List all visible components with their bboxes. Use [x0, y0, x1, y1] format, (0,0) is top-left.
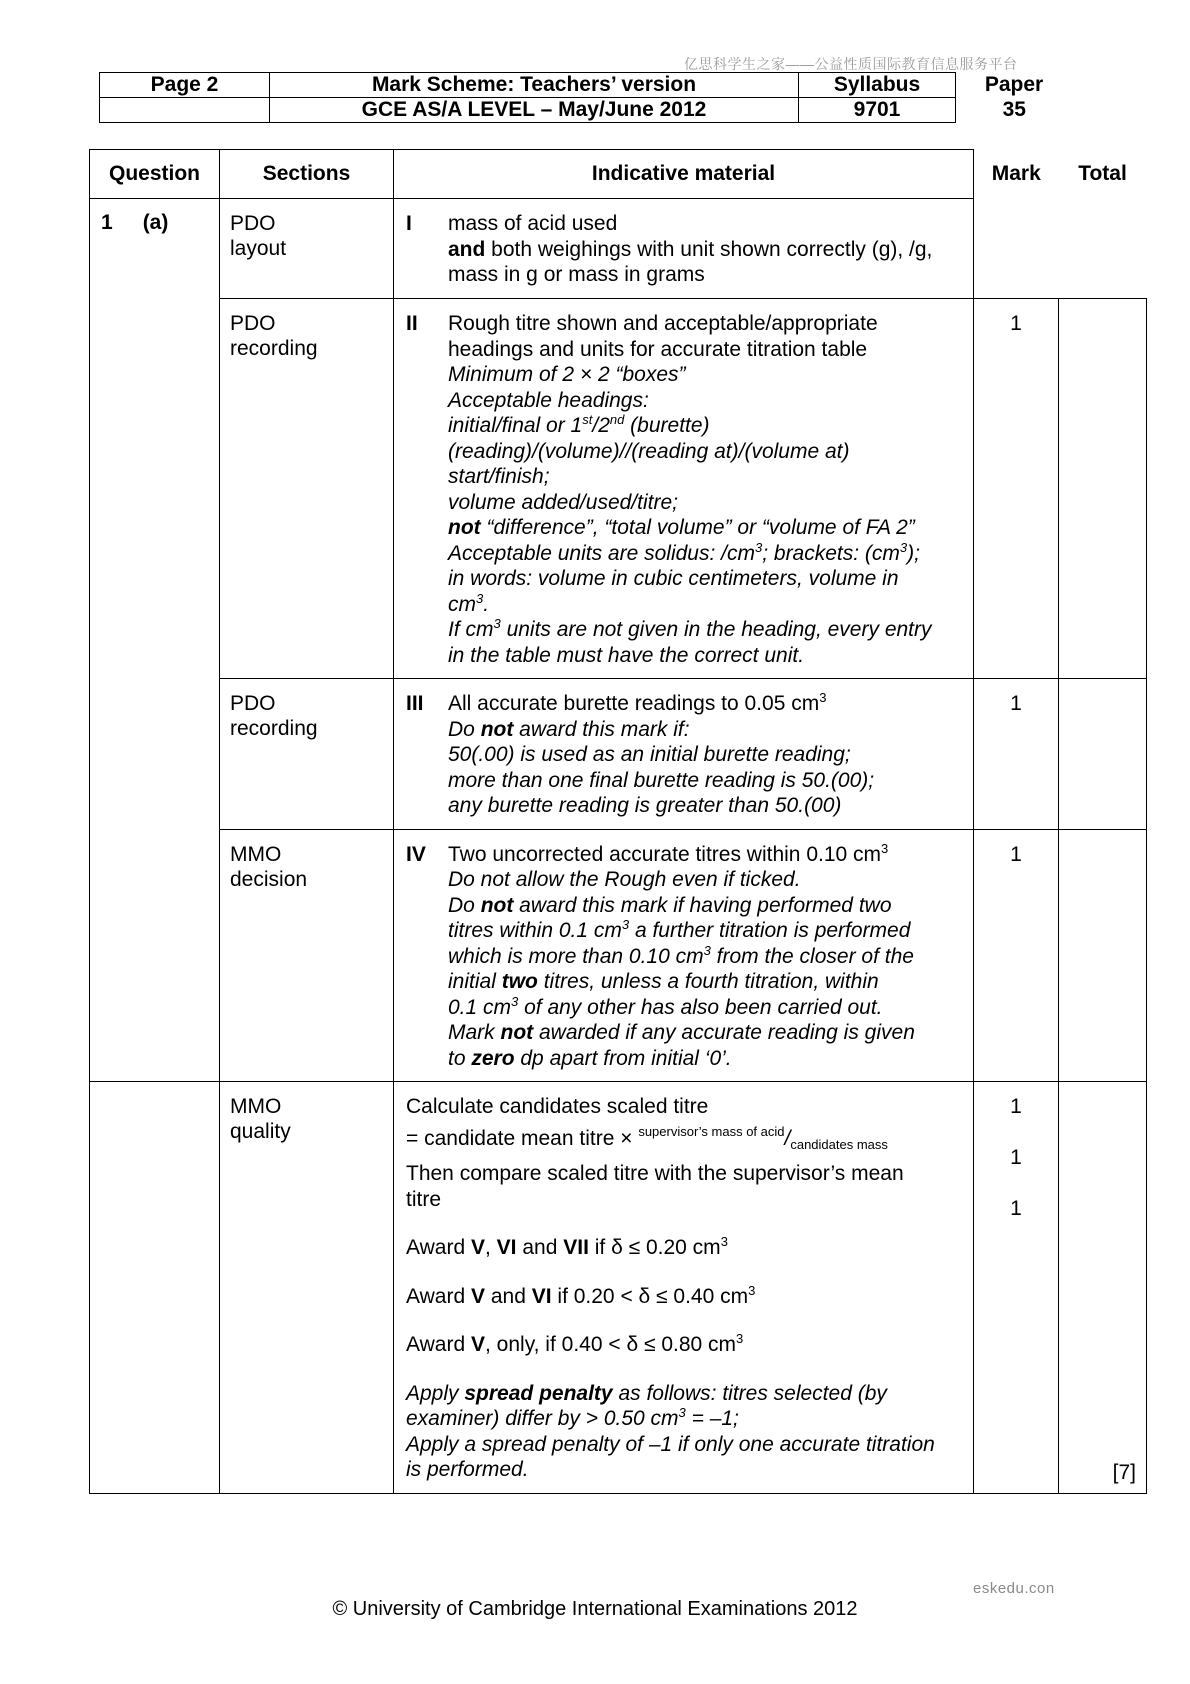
text-bold: not — [480, 717, 514, 741]
text-span: 0.1 cm — [448, 995, 512, 1019]
roman-numeral: IV — [406, 842, 426, 866]
mark-value: 1 — [974, 299, 1059, 679]
text-line — [406, 1406, 963, 1432]
indicative-text — [448, 311, 963, 668]
superscript: 3 — [754, 539, 763, 555]
text-line: start/finish; — [448, 465, 550, 488]
mark-cell — [974, 1082, 1059, 1494]
mark-cell — [974, 199, 1059, 299]
text-bold: zero — [471, 1046, 515, 1070]
text-line — [448, 893, 963, 919]
watermark-bottom: eskedu.con — [973, 1580, 1055, 1597]
section-cell — [220, 299, 394, 679]
superscript: 3 — [748, 1282, 756, 1298]
page-header-table — [99, 72, 1073, 123]
text-line — [448, 918, 963, 944]
text-span: initial/final or 1 — [448, 414, 583, 437]
text-span: Award — [406, 1284, 471, 1308]
copyright-footer: © University of Cambridge International Examinations 2012 — [332, 1598, 858, 1620]
col-mark-header: Mark — [991, 162, 1041, 185]
text-span: as follows: titres selected (by — [612, 1381, 887, 1405]
section-cell — [220, 199, 394, 299]
superscript: 3 — [493, 616, 501, 631]
text-line — [448, 541, 963, 567]
col-indicative-header: Indicative material — [394, 150, 974, 199]
mark-value: 1 — [974, 829, 1059, 1082]
text-bold: spread penalty — [464, 1381, 613, 1405]
header-exam: GCE AS/A LEVEL – May/June 2012 — [270, 98, 799, 123]
section-type: MMO — [230, 842, 282, 866]
text-bold: VI — [496, 1236, 517, 1259]
text-span: “difference”, “total volume” or “volume of FA 2” — [480, 516, 915, 539]
header-page: Page 2 — [100, 73, 270, 98]
text-span: = –1; — [685, 1407, 739, 1430]
text-span: titres, unless a fourth titration, within — [537, 970, 879, 993]
text-line — [448, 515, 963, 541]
total-value: [7] — [1059, 1082, 1147, 1494]
section-skill: layout — [230, 237, 287, 260]
text-line — [448, 717, 963, 743]
header-empty-cell — [100, 98, 270, 123]
text-line — [448, 944, 963, 970]
text-line: Acceptable headings: — [448, 388, 649, 412]
text-bold: V — [470, 1333, 485, 1356]
superscript: st — [582, 412, 593, 427]
text-span: /2 — [592, 414, 610, 437]
superscript: 3 — [881, 840, 889, 856]
text-span: if 0.20 < δ ≤ 0.40 cm — [551, 1284, 749, 1308]
text-line — [448, 413, 963, 439]
question-cell-empty — [90, 1082, 220, 1494]
section-cell — [220, 829, 394, 1082]
section-skill: decision — [230, 867, 308, 891]
table-row — [90, 299, 1147, 679]
text-span: . — [483, 592, 490, 616]
text-bold: not — [480, 893, 514, 917]
text-line — [448, 617, 963, 643]
superscript: 3 — [621, 917, 630, 932]
text-span: , only, if 0.40 < δ ≤ 0.80 cm — [485, 1333, 737, 1356]
text-line — [448, 842, 963, 868]
mark-value: 1 — [1010, 1197, 1022, 1220]
mark-value: 1 — [1010, 1146, 1022, 1169]
text-line: volume added/used/titre; — [448, 490, 678, 514]
text-line: more than one final burette reading is 50.(00); — [448, 768, 875, 792]
table-row — [90, 199, 1147, 299]
text-span: All accurate burette readings to 0.05 cm — [448, 692, 820, 715]
header-syllabus-label: Syllabus — [799, 73, 956, 98]
text-span: cm — [448, 592, 476, 616]
superscript: 3 — [736, 1331, 744, 1346]
question-cell — [90, 199, 220, 1082]
text-span: which is more than 0.10 cm — [448, 944, 704, 968]
text-bold: two — [501, 970, 538, 993]
roman-numeral: I — [406, 212, 412, 235]
roman-numeral: III — [406, 692, 424, 715]
total-cell — [1059, 299, 1147, 679]
table-row — [90, 829, 1147, 1082]
text-bold: and — [448, 237, 486, 261]
indicative-text — [448, 691, 963, 819]
header-title: Mark Scheme: Teachers’ version — [270, 73, 799, 98]
text-span: Two uncorrected accurate titres within 0.10 cm — [448, 842, 882, 866]
question-part: (a) — [142, 211, 169, 234]
text-line — [448, 1046, 963, 1072]
section-skill: recording — [230, 337, 318, 360]
text-span: = candidate mean titre × — [406, 1126, 639, 1150]
text-line: titre — [406, 1187, 442, 1211]
mark-scheme-table — [89, 149, 1147, 1494]
text-span: If cm — [448, 618, 494, 641]
formula-line — [406, 1123, 963, 1152]
mark-value: 1 — [974, 679, 1059, 830]
text-line — [448, 995, 963, 1021]
superscript: 3 — [511, 993, 519, 1009]
text-span: Do — [448, 893, 481, 917]
text-line: any burette reading is greater than 50.(00) — [448, 794, 842, 817]
text-line: mass of acid used — [448, 212, 618, 235]
header-paper-label: Paper — [984, 73, 1044, 96]
text-line: (reading)/(volume)//(reading at)/(volume at) — [448, 439, 850, 463]
superscript: 3 — [476, 590, 484, 606]
superscript: 3 — [720, 1234, 728, 1249]
indicative-cell — [394, 299, 974, 679]
text-span: award this mark if: — [513, 717, 690, 741]
section-skill: quality — [230, 1120, 291, 1143]
text-bold: VII — [563, 1236, 589, 1259]
text-span: a further titration is performed — [629, 919, 911, 942]
indicative-cell — [394, 829, 974, 1082]
table-row — [90, 1082, 1147, 1494]
text-span: award this mark if having performed two — [513, 893, 892, 917]
text-span: initial — [448, 970, 502, 993]
text-span: and — [516, 1236, 564, 1259]
text-line: in words: volume in cubic centimeters, volume in — [448, 567, 899, 590]
award-line — [406, 1284, 963, 1310]
table-header-row — [90, 150, 1147, 199]
award-line — [406, 1235, 963, 1261]
text-bold: not — [500, 1021, 534, 1044]
text-line — [448, 237, 963, 263]
superscript: nd — [609, 412, 625, 427]
text-span: Mark — [448, 1021, 501, 1044]
text-line: in the table must have the correct unit. — [448, 643, 805, 667]
text-span: Acceptable units are solidus: /cm — [448, 541, 755, 565]
total-cell — [1059, 679, 1147, 830]
total-cell — [1059, 829, 1147, 1082]
text-bold: V — [470, 1284, 485, 1308]
text-line — [448, 691, 963, 717]
award-line — [406, 1332, 963, 1358]
text-span: ); — [907, 541, 920, 565]
text-line — [448, 1020, 963, 1046]
text-line: Calculate candidates scaled titre — [406, 1095, 709, 1118]
total-cell — [1059, 199, 1147, 299]
text-span: to — [448, 1046, 472, 1070]
text-line — [448, 592, 963, 618]
col-total-header: Total — [1078, 162, 1127, 185]
indicative-cell — [394, 1082, 974, 1494]
text-span: Apply — [406, 1381, 465, 1405]
text-bold: not — [448, 516, 481, 539]
indicative-text — [448, 842, 963, 1072]
table-row — [90, 679, 1147, 830]
text-line: is performed. — [406, 1458, 529, 1481]
text-span: , — [485, 1236, 497, 1259]
text-bold: VI — [531, 1284, 552, 1308]
section-type: PDO — [230, 312, 276, 335]
superscript: 3 — [819, 690, 827, 705]
text-line: Minimum of 2 × 2 “boxes” — [448, 363, 686, 386]
text-span: dp apart from initial ‘0’. — [514, 1046, 732, 1070]
text-span: (burette) — [624, 414, 710, 437]
watermark-top: 亿思科学生之家——公益性质国际教育信息服务平台 — [684, 56, 1018, 72]
section-cell — [220, 1082, 394, 1494]
text-line — [448, 969, 963, 995]
text-line: Then compare scaled titre with the supervisor’s mean — [406, 1162, 904, 1185]
indicative-cell — [394, 679, 974, 830]
indicative-text — [448, 211, 963, 288]
superscript: 3 — [703, 942, 711, 958]
text-span: units are not given in the heading, every entry — [500, 618, 932, 641]
col-question-header: Question — [90, 150, 220, 199]
section-type: MMO — [230, 1095, 282, 1118]
section-cell — [220, 679, 394, 830]
indicative-cell — [394, 199, 974, 299]
text-span: of any other has also been carried out. — [518, 995, 883, 1019]
superscript: 3 — [899, 539, 908, 555]
text-span: examiner) differ by > 0.50 cm — [406, 1407, 679, 1430]
text-span: awarded if any accurate reading is given — [533, 1021, 915, 1044]
text-span: ; brackets: (cm — [762, 541, 900, 565]
text-span: Award — [406, 1333, 471, 1356]
section-skill: recording — [230, 717, 318, 740]
text-bold: V — [470, 1236, 485, 1259]
text-span: Do — [448, 717, 481, 741]
text-span: titres within 0.1 cm — [448, 919, 622, 942]
roman-numeral: II — [406, 312, 418, 335]
header-paper-code: 35 — [1002, 98, 1026, 121]
text-line: mass in g or mass in grams — [448, 263, 705, 286]
formula-numerator: supervisor’s mass of acid — [638, 1123, 785, 1139]
text-line: Apply a spread penalty of –1 if only one accurate titration — [406, 1432, 935, 1456]
text-line — [406, 1381, 963, 1407]
header-syllabus-code: 9701 — [799, 98, 956, 123]
text-line: headings and units for accurate titration table — [448, 337, 868, 361]
text-line: 50(.00) is used as an initial burette reading; — [448, 743, 851, 766]
text-line: Rough titre shown and acceptable/appropriate — [448, 312, 878, 335]
text-span: both weighings with unit shown correctly (g), /g, — [485, 237, 933, 261]
superscript: 3 — [678, 1405, 686, 1420]
question-number: 1 — [101, 211, 113, 234]
section-type: PDO — [230, 212, 276, 235]
section-type: PDO — [230, 692, 276, 715]
text-line: Do not allow the Rough even if ticked. — [448, 868, 801, 891]
mark-value: 1 — [1010, 1095, 1022, 1118]
col-sections-header: Sections — [220, 150, 394, 199]
text-span: if δ ≤ 0.20 cm — [588, 1236, 721, 1259]
text-span: / — [784, 1126, 791, 1150]
formula-denominator: candidates mass — [790, 1136, 888, 1152]
text-span: Award — [406, 1236, 471, 1259]
text-span: from the closer of the — [710, 944, 914, 968]
text-span: and — [485, 1284, 532, 1308]
